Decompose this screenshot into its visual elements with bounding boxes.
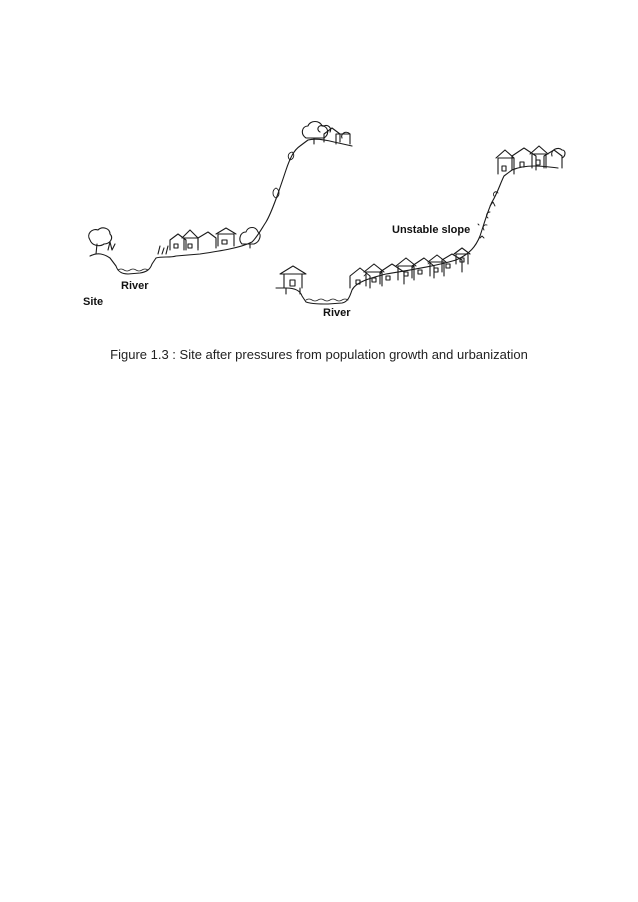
site-label: Site <box>83 296 104 308</box>
figure-illustration <box>80 118 570 330</box>
unstable-slope-label: Unstable slope <box>392 224 471 236</box>
right-unstable-slope-debris <box>478 192 498 238</box>
left-slope-shrub <box>240 228 260 249</box>
hillside-sketch-illustration <box>80 118 570 330</box>
right-river-house <box>280 266 306 294</box>
left-tree <box>89 228 115 254</box>
right-river-label: River <box>323 307 351 319</box>
left-river-label: River <box>121 280 149 292</box>
right-river-water <box>306 299 348 301</box>
right-dense-houses <box>350 248 470 288</box>
left-ground-line <box>90 139 352 274</box>
left-sketch <box>89 122 352 275</box>
figure-caption: Figure 1.3 : Site after pressures from population growth and urbanization <box>110 347 528 362</box>
left-river-water <box>118 269 148 271</box>
right-hilltop-houses <box>496 146 565 174</box>
